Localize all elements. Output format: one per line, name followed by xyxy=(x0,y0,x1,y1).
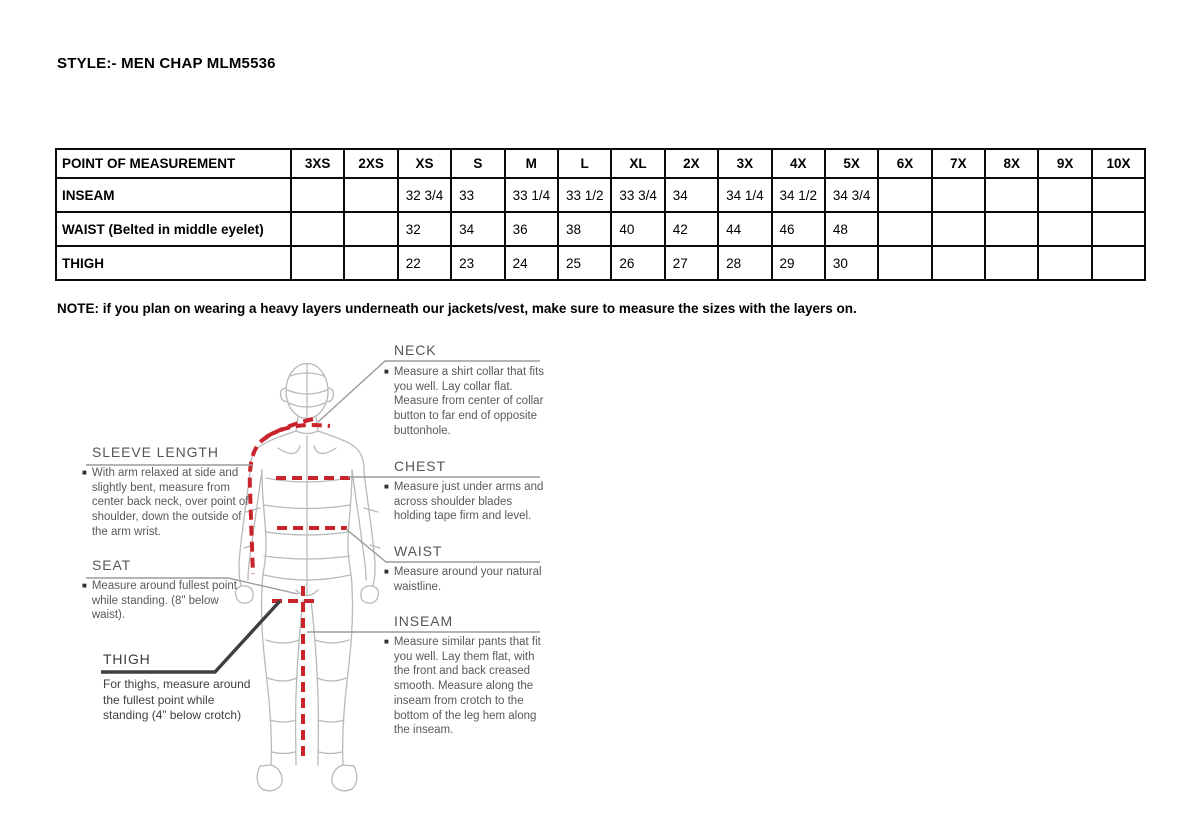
inseam-description: Measure similar pants that fit you well. Lay them flat, with the front and back creased smooth. Measure along the inseam from crotch to the bottom of the leg hem along the inseam. xyxy=(393,636,541,737)
bullet-icon: ■ xyxy=(384,482,389,491)
callout-inseam xyxy=(384,613,549,738)
thigh-description: For thighs, measure around the fullest point while standing (4” below crotch) xyxy=(103,677,251,723)
size-value-cell: 36 xyxy=(505,212,558,246)
size-value-cell: 29 xyxy=(772,246,825,280)
size-value-cell: 25 xyxy=(558,246,611,280)
size-value-cell: 40 xyxy=(611,212,664,246)
column-header-size: L xyxy=(558,149,611,178)
neck-description: Measure a shirt collar that fits you well. Lay collar flat. Measure from center of collar button to far end of opposite buttonhole. xyxy=(393,366,545,437)
column-header-size: 2X xyxy=(665,149,718,178)
column-header-size: 2XS xyxy=(344,149,397,178)
size-value-cell: 34 xyxy=(665,178,718,212)
size-value-cell: 33 1/2 xyxy=(558,178,611,212)
size-value-cell: 46 xyxy=(772,212,825,246)
row-label: INSEAM xyxy=(56,178,291,212)
column-header-size: S xyxy=(451,149,504,178)
size-value-cell: 44 xyxy=(718,212,771,246)
bullet-icon: ■ xyxy=(384,367,389,376)
waist-heading: WAIST xyxy=(394,543,443,559)
row-label: THIGH xyxy=(56,246,291,280)
row-label: WAIST (Belted in middle eyelet) xyxy=(56,212,291,246)
size-value-cell: 42 xyxy=(665,212,718,246)
chest-description: Measure just under arms and across shoulder blades holding tape firm and level. xyxy=(393,481,544,523)
body-figure xyxy=(236,364,380,791)
size-value-cell: 34 3/4 xyxy=(825,178,878,212)
measurement-note: NOTE: if you plan on wearing a heavy layers underneath our jackets/vest, make sure to measure the sizes with the layers on. xyxy=(57,301,857,316)
column-header-size: 5X xyxy=(825,149,878,178)
callout-waist xyxy=(384,543,549,594)
size-value-cell: 28 xyxy=(718,246,771,280)
callout-seat xyxy=(82,557,242,623)
column-header-size: XL xyxy=(611,149,664,178)
measure-line-sleeve xyxy=(250,419,313,574)
inseam-heading: INSEAM xyxy=(394,613,454,629)
bullet-icon: ■ xyxy=(384,637,389,646)
callout-thigh xyxy=(103,651,263,724)
callout-neck xyxy=(384,342,549,439)
bullet-icon: ■ xyxy=(82,581,87,590)
document-title: STYLE:- MEN CHAP MLM5536 xyxy=(57,55,276,72)
size-value-cell: 26 xyxy=(611,246,664,280)
size-value-cell: 48 xyxy=(825,212,878,246)
bullet-icon: ■ xyxy=(384,567,389,576)
thigh-heading: THIGH xyxy=(103,651,151,667)
size-value-cell: 23 xyxy=(451,246,504,280)
column-header-size: 4X xyxy=(772,149,825,178)
column-header-size: 3XS xyxy=(291,149,344,178)
column-header-point-of-measurement: POINT OF MEASUREMENT xyxy=(56,149,291,178)
column-header-size: 10X xyxy=(1092,149,1145,178)
neck-heading: NECK xyxy=(394,342,437,358)
seat-heading: SEAT xyxy=(92,557,132,573)
size-value-cell: 33 3/4 xyxy=(611,178,664,212)
size-value-cell: 22 xyxy=(398,246,451,280)
size-value-cell: 33 1/4 xyxy=(505,178,558,212)
size-value-cell: 34 1/4 xyxy=(718,178,771,212)
size-value-cell: 34 1/2 xyxy=(772,178,825,212)
size-value-cell: 33 xyxy=(451,178,504,212)
size-value-cell: 30 xyxy=(825,246,878,280)
column-header-size: XS xyxy=(398,149,451,178)
column-header-size: 9X xyxy=(1038,149,1091,178)
column-header-size: 7X xyxy=(932,149,985,178)
callout-chest xyxy=(384,458,549,524)
callout-sleeve-length xyxy=(82,444,252,540)
size-value-cell: 34 xyxy=(451,212,504,246)
size-value-cell: 32 3/4 xyxy=(398,178,451,212)
sleeve-length-description: With arm relaxed at side and slightly bent, measure from center back neck, over point of shoulder, down the outside of the arm wrist. xyxy=(91,467,249,538)
chest-heading: CHEST xyxy=(394,458,446,474)
column-header-size: 8X xyxy=(985,149,1038,178)
size-value-cell: 27 xyxy=(665,246,718,280)
size-value-cell: 24 xyxy=(505,246,558,280)
size-value-cell: 32 xyxy=(398,212,451,246)
bullet-icon: ■ xyxy=(82,468,87,477)
column-header-size: M xyxy=(505,149,558,178)
waist-description: Measure around your natural waistline. xyxy=(393,566,542,593)
column-header-size: 3X xyxy=(718,149,771,178)
sleeve-length-heading: SLEEVE LENGTH xyxy=(92,444,219,460)
column-header-size: 6X xyxy=(878,149,931,178)
seat-description: Measure around fullest point while standing. (8" below waist). xyxy=(91,580,237,622)
size-value-cell: 38 xyxy=(558,212,611,246)
